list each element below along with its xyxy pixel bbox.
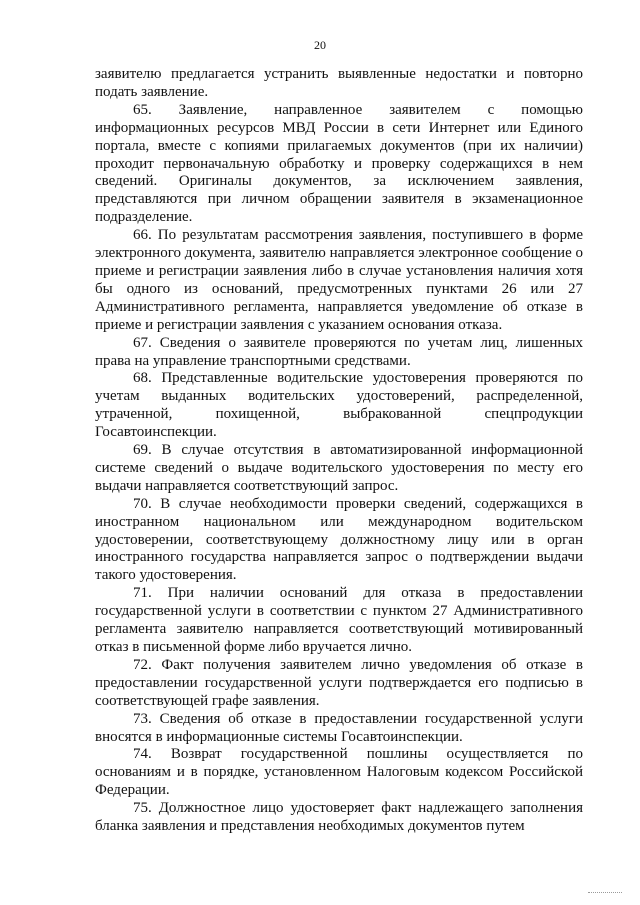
document-body (95, 66, 583, 836)
paragraph-66: 66. По результатам рассмотрения заявления, поступившего в форме электронного документа, заявителю направляется электронное сообщение о приеме и регистрации заявления либо в случае установления наличия хотя бы одного из оснований, предусмотренных пунктами 26 или 27 Административного регламента, направляется уведомление об отказе в приеме и регистрации заявления с указанием основания отказа. (95, 227, 583, 333)
paragraph-69: 69. В случае отсутствия в автоматизированной информационной системе сведений о выдаче водительского удостоверения по месту его выдачи направляется соответствующий запрос. (95, 442, 583, 494)
scan-corner-mark (588, 892, 622, 895)
paragraph-71: 71. При наличии оснований для отказа в предоставлении государственной услуги в соответствии с пунктом 27 Административного регламента заявителю направляется соответствующий мотивированный отказ в письменной форме либо вручается лично. (95, 585, 583, 655)
paragraph-67: 67. Сведения о заявителе проверяются по учетам лиц, лишенных права на управление транспортными средствами. (95, 334, 583, 369)
paragraph-continuation: заявителю предлагается устранить выявленные недостатки и повторно подать заявление. (95, 66, 583, 100)
paragraph-70: 70. В случае необходимости проверки сведений, содержащихся в иностранном национальном или международном водительском удостоверении, соответствующему должностному лицу или в орган иностранного государства направляется запрос о подтверждении выдачи такого удостоверения. (95, 495, 583, 584)
paragraph-72: 72. Факт получения заявителем лично уведомления об отказе в предоставлении государственной услуги подтверждается его подписью в соответствующей графе заявления. (95, 656, 583, 709)
paragraph-68: 68. Представленные водительские удостоверения проверяются по учетам выданных водительских удостоверений, распределенной, утраченной, похищенной, выбракованной спецпродукции Госавтоинспекции. (95, 370, 583, 441)
paragraph-75: 75. Должностное лицо удостоверяет факт надлежащего заполнения бланка заявления и представления необходимых документов путем (95, 800, 583, 835)
paragraph-74: 74. Возврат государственной пошлины осуществляется по основаниям и в порядке, установленном Налоговым кодексом Российской Федерации. (95, 746, 583, 799)
page-number: 20 (314, 38, 326, 52)
paragraph-65: 65. Заявление, направленное заявителем с помощью информационных ресурсов МВД России в сети Интернет или Единого портала, вместе с копиями прилагаемых документов (при их наличии) проходит первоначальную обработку и проверку содержащихся в нем сведений. Оригиналы документов, за исключением заявления, представляются при личном обращении заявителя в экзаменационное подразделение. (95, 101, 583, 226)
paragraph-73: 73. Сведения об отказе в предоставлении государственной услуги вносятся в информационные системы Госавтоинспекции. (95, 710, 583, 745)
